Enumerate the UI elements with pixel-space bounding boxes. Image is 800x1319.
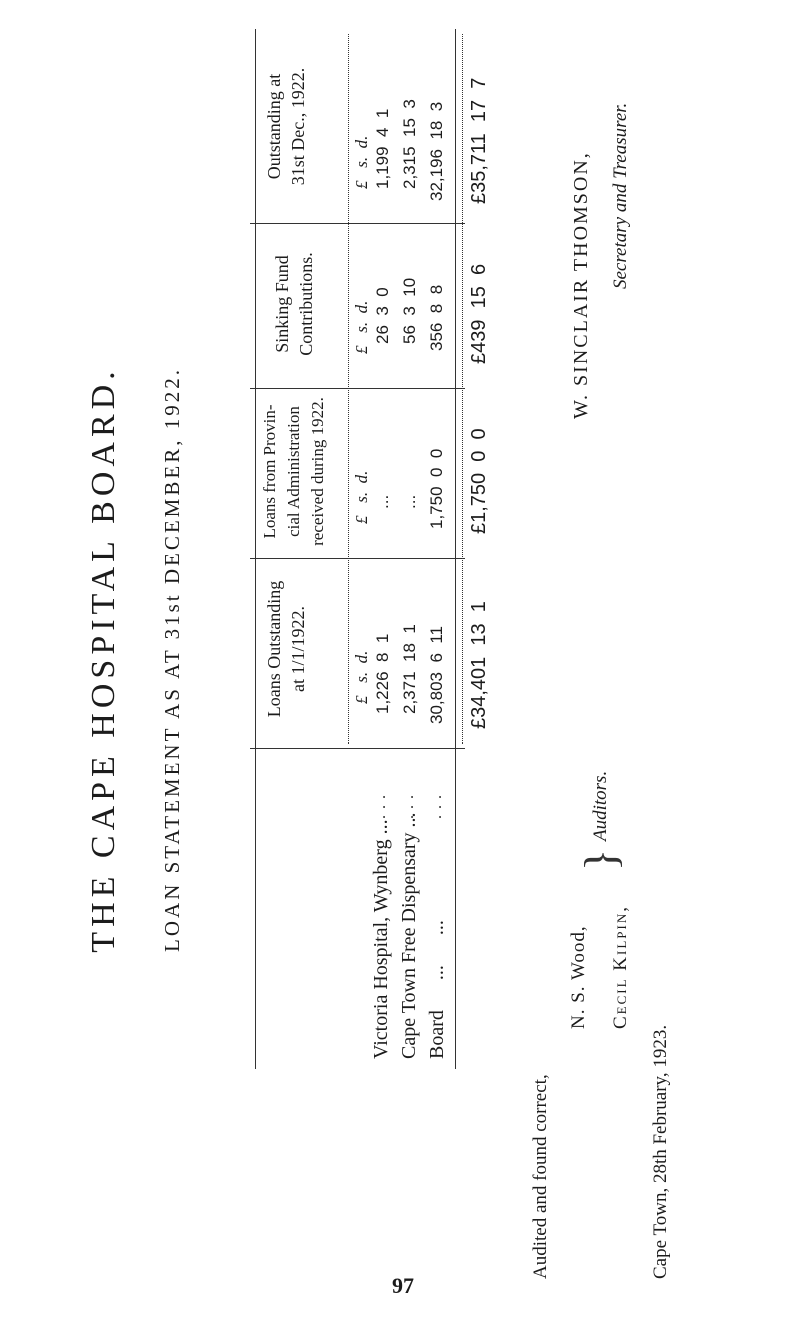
document-title: THE CAPE HOSPITAL BOARD. [85, 366, 122, 953]
auditors-label: Auditors. [590, 770, 611, 841]
total-sinking-fund: £439 15 6 [468, 263, 490, 364]
page-number: 97 [392, 1273, 414, 1298]
row-dots: ... [372, 789, 389, 819]
place-date: Cape Town, 28th February, 1923. [650, 1024, 671, 1279]
col-header-line: 31st Dec., 1922. [288, 67, 308, 186]
total-provincial-loans: £1,750 0 0 [468, 428, 490, 534]
col-header-outstanding-end [262, 34, 310, 219]
units-col3: £ s. d. [352, 300, 371, 354]
row-label-victoria: Victoria Hospital, Wynberg ... [370, 819, 392, 1059]
cell-outstanding-end: 1,199 4 1 [373, 108, 392, 189]
col-header-line: Sinking Fund [272, 255, 292, 353]
row-label-board: Board ... ... [426, 920, 448, 1059]
units-col2: £ s. d. [352, 470, 371, 524]
col-header-sinking-fund [270, 224, 318, 384]
signatory-name: W. SINCLAIR THOMSON, [570, 151, 592, 419]
cell-provincial-loans: ... [373, 494, 392, 509]
column-divider-1 [250, 748, 465, 749]
units-col4: £ s. d. [352, 135, 371, 189]
table-top-rule [255, 29, 256, 1069]
row-label-dispensary: Cape Town Free Dispensary ... [398, 812, 420, 1059]
table-bottom-rule [455, 29, 456, 1069]
signatory-role: Secretary and Treasurer. [610, 102, 631, 289]
units-rule [348, 34, 349, 744]
cell-outstanding-start: 1,226 8 1 [373, 633, 392, 714]
row-dots: ... [428, 789, 445, 819]
cell-provincial-loans: ... [400, 494, 419, 509]
cell-outstanding-start: 2,371 18 1 [400, 624, 419, 714]
col-header-line: received during 1922. [308, 397, 327, 546]
cell-outstanding-end: 32,196 18 3 [427, 101, 446, 201]
auditor-brace: } [575, 848, 626, 871]
cell-outstanding-end: 2,315 15 3 [400, 99, 419, 189]
row-dots: ... [400, 789, 417, 819]
cell-provincial-loans: 1,750 0 0 [427, 448, 446, 529]
col-header-line: Outstanding at [264, 73, 284, 180]
col-header-provincial-loans [258, 389, 330, 554]
col-header-line: at 1/1/1922. [288, 606, 308, 692]
col-header-line: Loans Outstanding [264, 580, 284, 718]
totals-rule [462, 34, 463, 744]
auditor-kilpin: Cecil Kilpin, [610, 905, 631, 1029]
col-header-line: cial Administration [284, 406, 303, 537]
units-col1: £ s. d. [352, 650, 371, 704]
col-header-line: Loans from Provin- [260, 404, 279, 539]
document-subtitle: LOAN STATEMENT AS AT 31st DECEMBER, 1922. [160, 367, 184, 952]
total-outstanding-start: £34,401 13 1 [468, 601, 490, 729]
auditor-wood: N. S. Wood, [568, 925, 589, 1029]
col-header-outstanding-start [262, 559, 310, 739]
cell-sinking-fund: 26 3 0 [373, 287, 392, 344]
cell-outstanding-start: 30,803 6 11 [427, 626, 446, 724]
audit-statement: Audited and found correct, [530, 1074, 551, 1279]
col-header-line: Contributions. [296, 252, 316, 356]
cell-sinking-fund: 56 3 10 [400, 277, 419, 344]
total-outstanding-end: £35,711 17 7 [468, 77, 490, 204]
cell-sinking-fund: 356 8 8 [427, 284, 446, 351]
